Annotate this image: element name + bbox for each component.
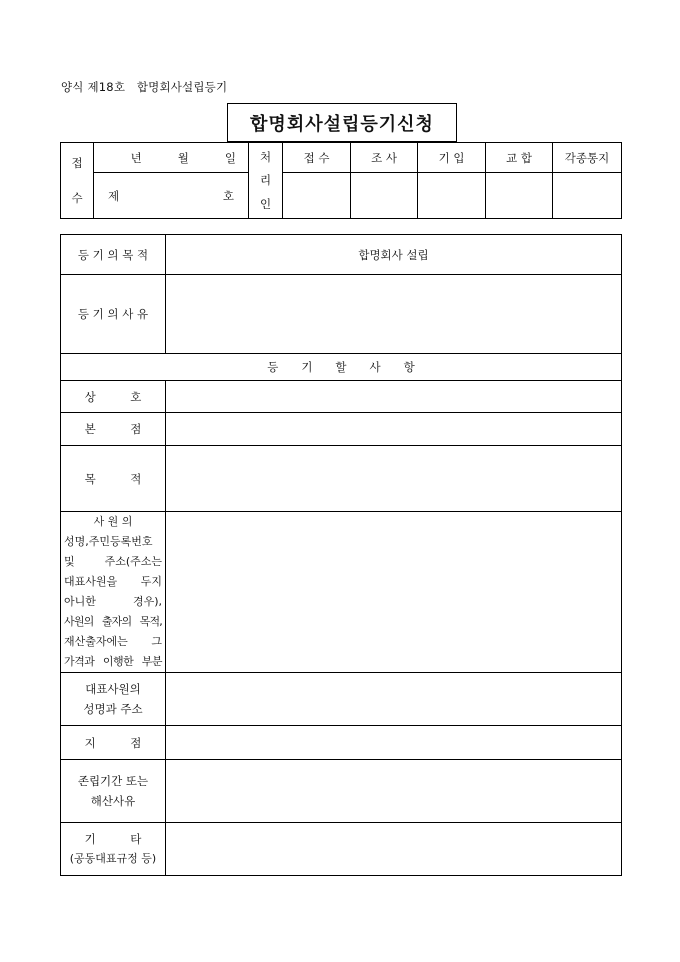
year-label: 년	[130, 150, 142, 165]
step-stamp-notification[interactable]	[553, 173, 622, 219]
number-suffix: 호	[222, 188, 234, 203]
members-label-line: 재산출자에는 그	[64, 635, 162, 648]
step-header-reception: 접 수	[283, 143, 351, 173]
step-header-verification: 교 합	[486, 143, 553, 173]
members-label-line: 아니한 경우),	[64, 595, 162, 608]
duration-label	[61, 760, 166, 823]
trade-name-label: 상 호	[61, 381, 166, 413]
step-header-examination: 조 사	[351, 143, 418, 173]
purpose-label: 등 기 의 목 적	[61, 235, 166, 275]
branch-field[interactable]	[166, 726, 622, 760]
branch-label: 지 점	[61, 726, 166, 760]
month-label: 월	[177, 150, 189, 165]
reception-table	[60, 142, 622, 219]
representative-label-line: 대표사원의	[85, 682, 141, 696]
members-label	[61, 512, 166, 673]
day-label: 일	[224, 150, 236, 165]
members-label-line: 및 주소(주소는	[64, 555, 162, 568]
form-number-label: 양식 제18호 합명회사설립등기	[61, 80, 228, 94]
reception-date-cell[interactable]	[94, 143, 249, 173]
form-title: 합명회사설립등기신청	[227, 103, 457, 142]
purpose-value: 합명회사 설립	[166, 235, 622, 275]
representative-field[interactable]	[166, 673, 622, 726]
duration-field[interactable]	[166, 760, 622, 823]
duration-label-line: 존립기간 또는	[77, 774, 149, 788]
objective-field[interactable]	[166, 446, 622, 512]
members-label-line: 성명,주민등록번호	[64, 535, 153, 548]
duration-label-line: 해산사유	[90, 794, 136, 808]
other-label	[61, 823, 166, 876]
number-prefix: 제	[108, 188, 120, 203]
reception-number-cell[interactable]	[94, 173, 249, 219]
objective-label: 목 적	[61, 446, 166, 512]
processor-label-cell	[249, 143, 283, 219]
reason-label: 등 기 의 사 유	[61, 275, 166, 354]
reception-label-cell	[61, 143, 94, 219]
other-label-line: 기 타	[84, 832, 142, 846]
registration-table	[60, 234, 622, 876]
members-label-line: 사원의 출자의 목적,	[64, 615, 162, 628]
step-header-entry: 기 입	[418, 143, 486, 173]
members-label-line: 대표사원을 두지	[64, 575, 162, 588]
other-label-line: (공동대표규정 등)	[69, 852, 157, 865]
head-office-label: 본 점	[61, 413, 166, 446]
step-stamp-entry[interactable]	[418, 173, 486, 219]
step-stamp-verification[interactable]	[486, 173, 553, 219]
other-field[interactable]	[166, 823, 622, 876]
step-stamp-examination[interactable]	[351, 173, 418, 219]
representative-label-line: 성명과 주소	[83, 702, 143, 716]
processor-char: 리	[259, 173, 272, 188]
reception-label-bottom: 수	[71, 191, 83, 205]
processor-char: 처	[259, 150, 272, 165]
step-stamp-reception[interactable]	[283, 173, 351, 219]
reason-field[interactable]	[166, 275, 622, 354]
members-label-line: 가격과 이행한 부분	[64, 655, 162, 668]
members-field[interactable]	[166, 512, 622, 673]
reception-label-top: 접	[71, 156, 83, 170]
step-header-notification: 각종통지	[553, 143, 622, 173]
processor-char: 인	[259, 196, 272, 211]
trade-name-field[interactable]	[166, 381, 622, 413]
head-office-field[interactable]	[166, 413, 622, 446]
members-label-line: 사 원 의	[93, 515, 133, 528]
section-header: 등 기 할 사 항	[61, 354, 622, 381]
representative-label	[61, 673, 166, 726]
